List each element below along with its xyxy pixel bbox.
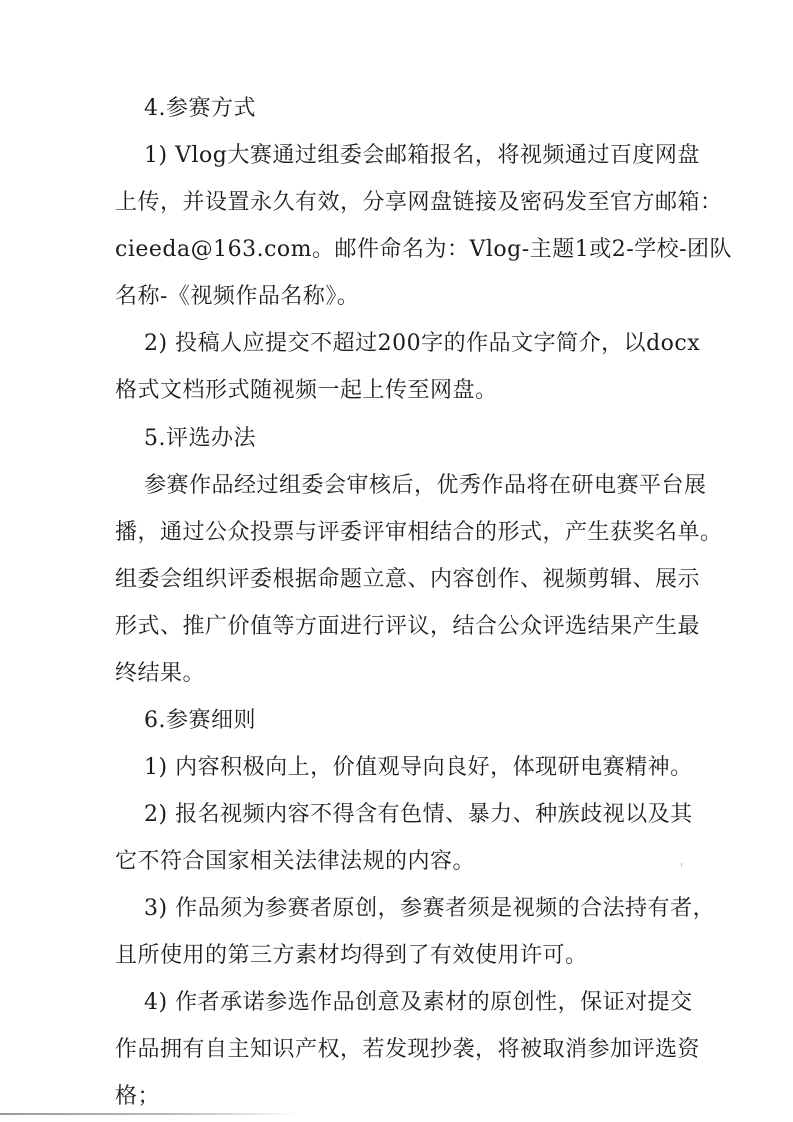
paragraph-line: 作品拥有自主知识产权，若发现抄袭，将被取消参加评选资 [115,1037,701,1062]
scan-speck [681,863,682,866]
paragraph-line: 格； [115,1084,161,1109]
paragraph-line: 1) Vlog大赛通过组委会邮箱报名，将视频通过百度网盘 [144,143,700,168]
section-heading-5: 5.评选办法 [144,426,256,451]
paragraph-line: cieeda@163.com。邮件命名为：Vlog-主题1或2-学校-团队 [115,237,733,262]
paragraph-line: 3) 作品须为参赛者原创，参赛者须是视频的合法持有者， [144,896,716,921]
paragraph-line: 名称-《视频作品名称》。 [115,284,360,309]
paragraph-line: 且所使用的第三方素材均得到了有效使用许可。 [115,943,588,968]
scan-edge-line [0,1113,300,1115]
paragraph-line: 组委会组织评委根据命题立意、内容创作、视频剪辑、展示 [115,567,701,592]
paragraph-line: 格式文档形式随视频一起上传至网盘。 [115,378,498,403]
paragraph-line: 播，通过公众投票与评委评审相结合的形式，产生获奖名单。 [115,520,723,545]
paragraph-line: 4) 作者承诺参选作品创意及素材的原创性，保证对提交 [144,990,693,1015]
paragraph-line: 2) 投稿人应提交不超过200字的作品文字简介，以docx [144,331,701,356]
paragraph-line: 参赛作品经过组委会审核后，优秀作品将在研电赛平台展 [144,473,707,498]
paragraph-line: 上传，并设置永久有效，分享网盘链接及密码发至官方邮箱： [115,190,723,215]
section-heading-6: 6.参赛细则 [144,708,256,733]
paragraph-line: 形式、推广价值等方面进行评议，结合公众评选结果产生最 [115,614,701,639]
paragraph-line: 它不符合国家相关法律法规的内容。 [115,849,476,874]
section-heading-4: 4.参赛方式 [144,96,256,121]
paragraph-line: 1) 内容积极向上，价值观导向良好，体现研电赛精神。 [144,755,693,780]
paragraph-line: 终结果。 [115,661,206,686]
paragraph-line: 2) 报名视频内容不得含有色情、暴力、种族歧视以及其 [144,802,693,827]
